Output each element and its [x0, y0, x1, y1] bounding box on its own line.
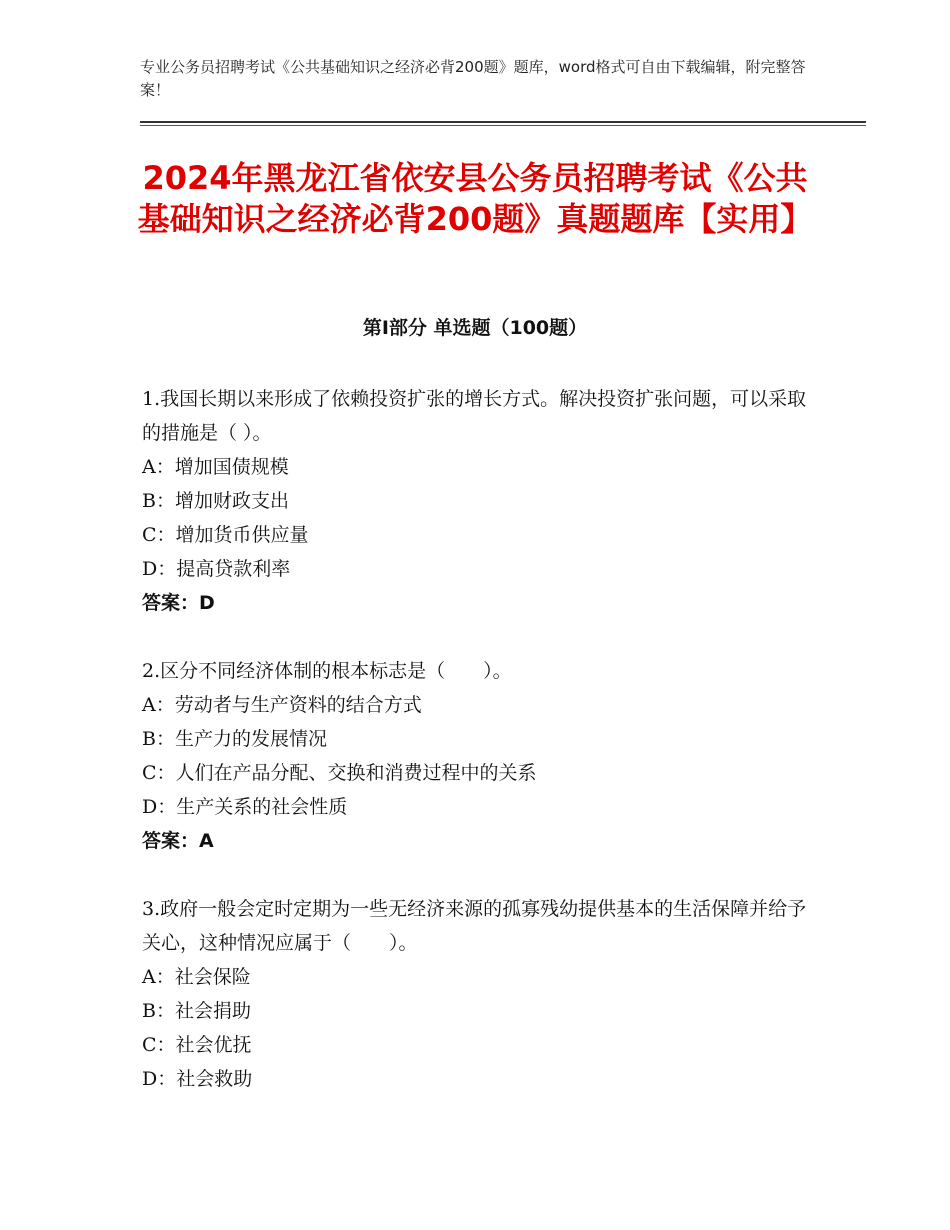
- document-title: 2024年黑龙江省依安县公务员招聘考试《公共基础知识之经济必背200题》真题题库【实用】: [137, 159, 813, 238]
- answer: 答案：D: [142, 592, 215, 614]
- question-spacer: [142, 858, 822, 892]
- question-list: [142, 382, 822, 1096]
- option-d: D：生产关系的社会性质: [142, 796, 348, 818]
- option-a: A：劳动者与生产资料的结合方式: [142, 694, 422, 716]
- header-divider-thin: [140, 125, 866, 126]
- question-stem: 3.政府一般会定时定期为一些无经济来源的孤寡残幼提供基本的生活保障并给予关心，这种情况应属于（ ）。: [142, 898, 807, 954]
- option-c: C：人们在产品分配、交换和消费过程中的关系: [142, 762, 537, 784]
- option-b: B：生产力的发展情况: [142, 728, 327, 750]
- option-a: A：社会保险: [142, 966, 251, 988]
- option-a: A：增加国债规模: [142, 456, 289, 478]
- answer: 答案：A: [142, 830, 214, 852]
- option-d: D：提高贷款利率: [142, 558, 291, 580]
- option-b: B：增加财政支出: [142, 490, 289, 512]
- question-1: [142, 382, 822, 620]
- question-3: [142, 892, 822, 1096]
- section-title: 第Ⅰ部分 单选题（100题）: [362, 317, 588, 339]
- question-stem: 1.我国长期以来形成了依赖投资扩张的增长方式。解决投资扩张问题，可以采取的措施是（ ）。: [142, 388, 807, 444]
- option-c: C：社会优抚: [142, 1034, 252, 1056]
- question-spacer: [142, 620, 822, 654]
- option-b: B：社会捐助: [142, 1000, 251, 1022]
- header-note: 专业公务员招聘考试《公共基础知识之经济必背200题》题库，word格式可自由下载编辑，附完整答案！: [140, 58, 806, 99]
- option-d: D：社会救助: [142, 1068, 253, 1090]
- option-c: C：增加货币供应量: [142, 524, 309, 546]
- question-stem: 2.区分不同经济体制的根本标志是（ ）。: [142, 660, 512, 682]
- header-divider-thick: [140, 121, 866, 123]
- question-2: [142, 654, 822, 858]
